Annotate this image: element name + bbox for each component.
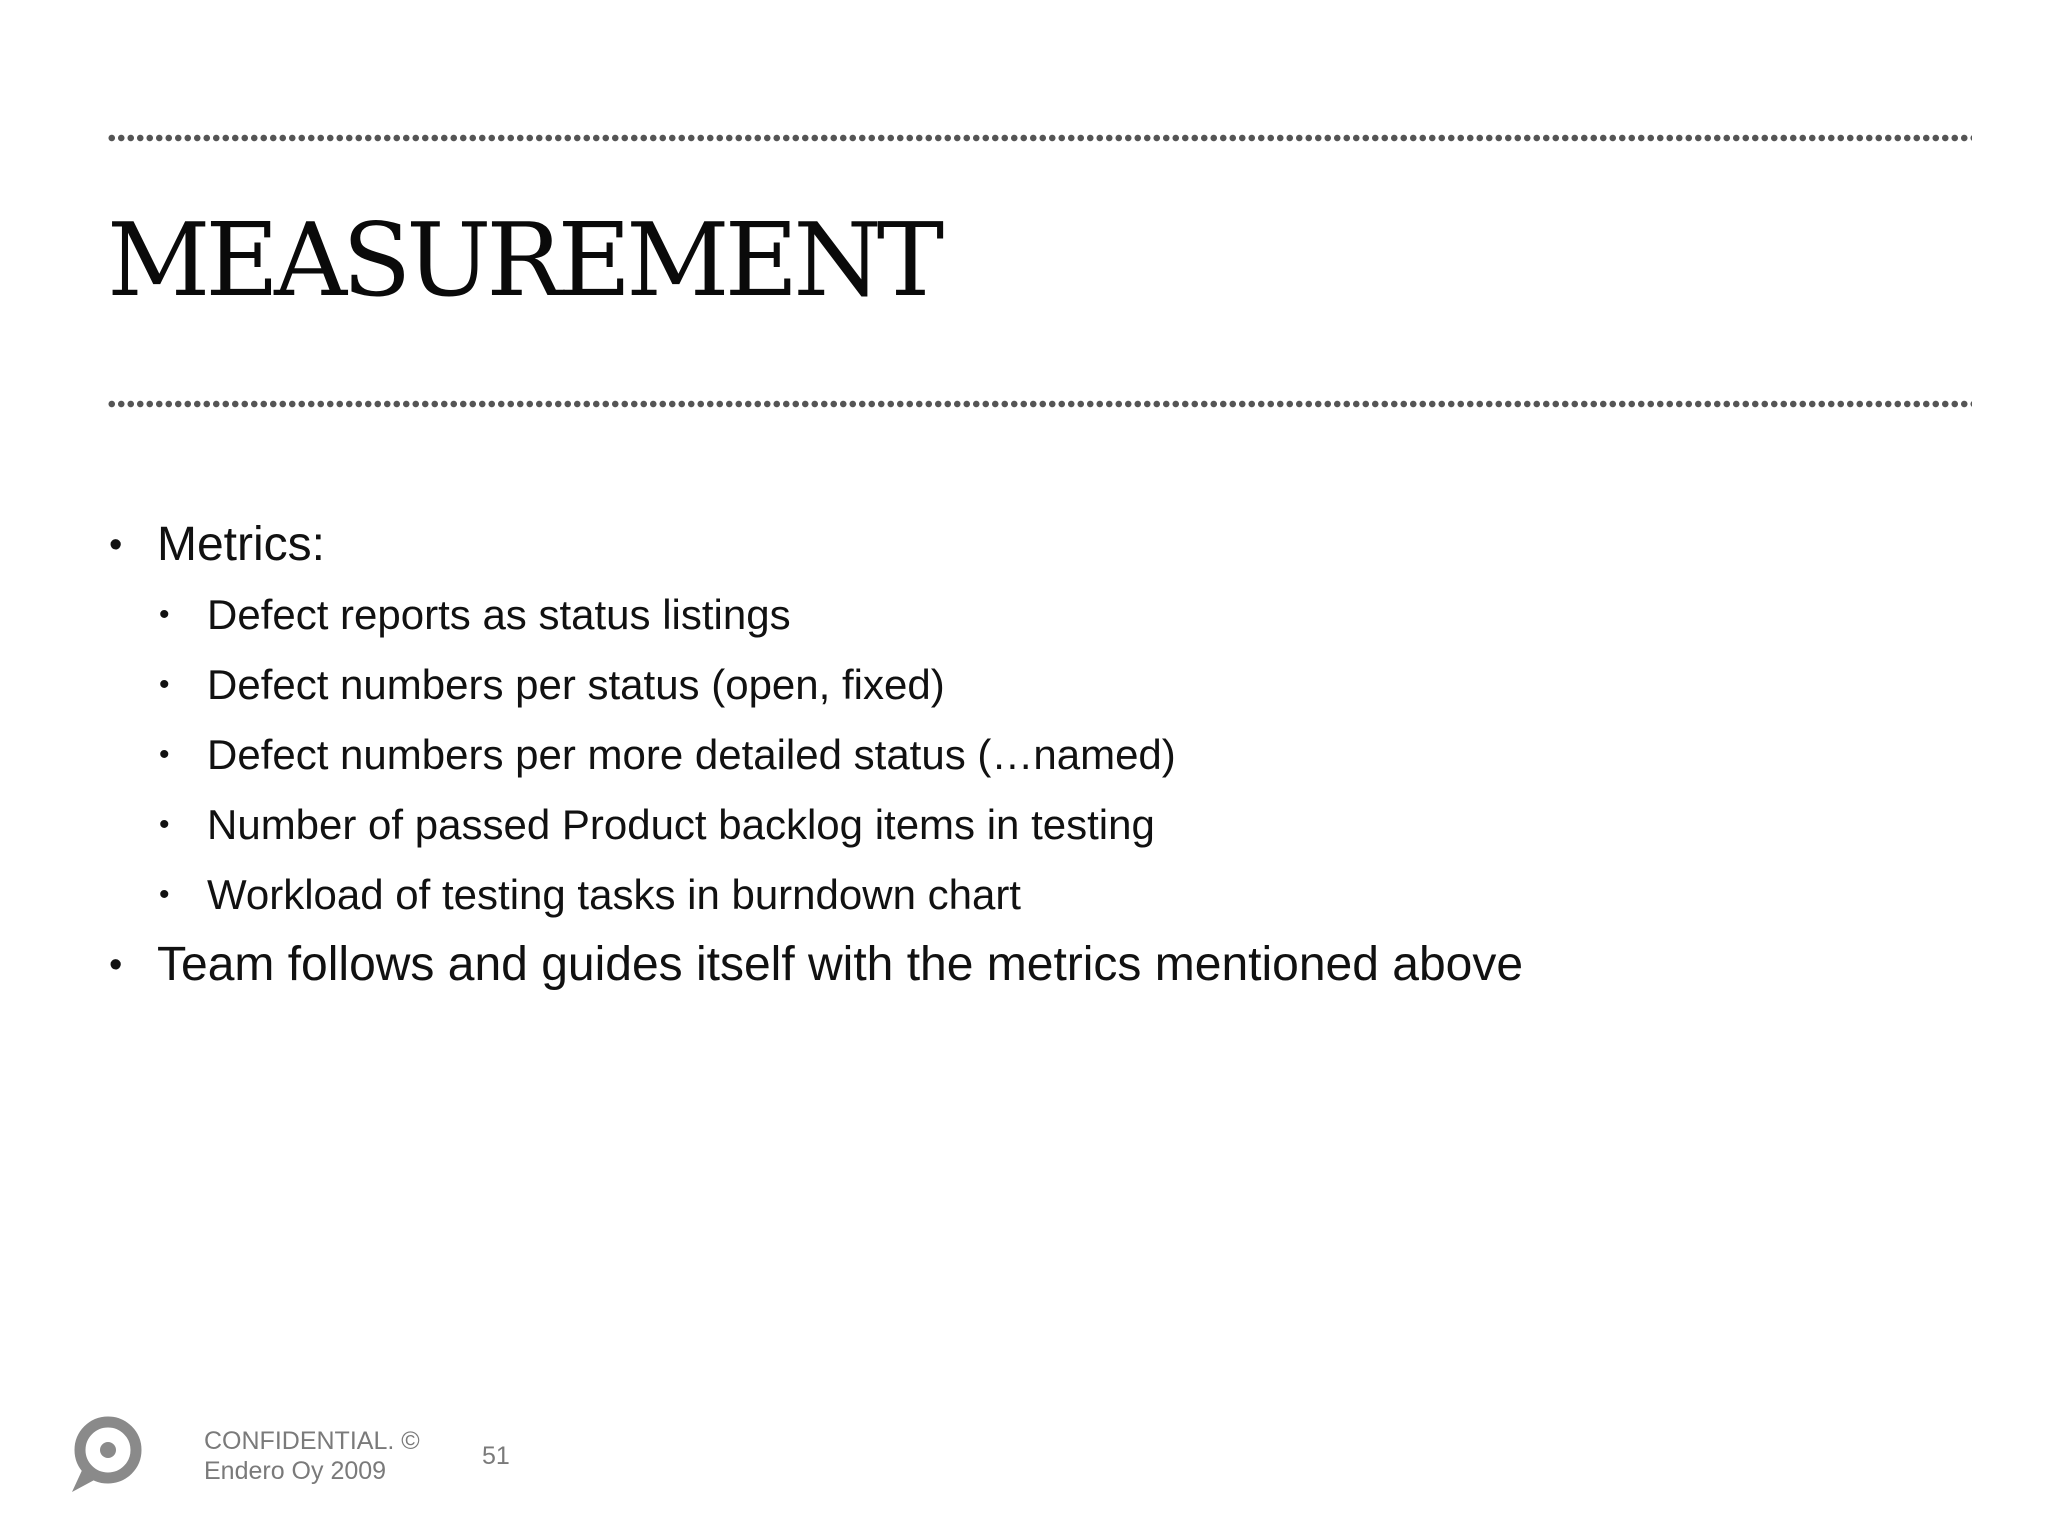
bullet-icon: • (159, 878, 170, 911)
sub-bullet-item (107, 650, 1907, 720)
bullet-icon: • (159, 668, 170, 701)
sub-bullet-text: Workload of testing tasks in burndown chart (207, 871, 1021, 918)
bullet-item-metrics (107, 510, 1907, 580)
sub-bullet-item (107, 720, 1907, 790)
slide-title: MEASUREMENT (107, 201, 940, 319)
top-dotted-rule (107, 134, 1972, 142)
bullet-icon: • (159, 598, 170, 631)
footer-confidential-line1: CONFIDENTIAL. © (204, 1427, 420, 1455)
page-number: 51 (482, 1442, 510, 1470)
bullet-icon: • (109, 944, 123, 986)
bullet-icon: • (159, 808, 170, 841)
footer-confidential (204, 1426, 420, 1486)
bullet-item-team (107, 930, 1907, 1000)
bullet-list (107, 510, 1907, 1000)
bottom-dotted-rule (107, 400, 1972, 408)
bullet-icon: • (159, 738, 170, 771)
speech-bubble-logo-icon (70, 1416, 142, 1494)
sub-bullet-text: Number of passed Product backlog items in testing (207, 801, 1155, 848)
sub-bullet-item (107, 580, 1907, 650)
sub-bullet-text: Defect numbers per status (open, fixed) (207, 661, 945, 708)
bullet-icon: • (109, 524, 123, 566)
bullet-text: Metrics: (157, 518, 325, 571)
sub-bullet-text: Defect numbers per more detailed status (…named) (207, 731, 1176, 778)
footer-confidential-line2: Endero Oy 2009 (204, 1457, 387, 1485)
sub-bullet-text: Defect reports as status listings (207, 591, 791, 638)
sub-bullet-item (107, 860, 1907, 930)
sub-bullet-item (107, 790, 1907, 860)
bullet-text: Team follows and guides itself with the metrics mentioned above (157, 938, 1524, 991)
